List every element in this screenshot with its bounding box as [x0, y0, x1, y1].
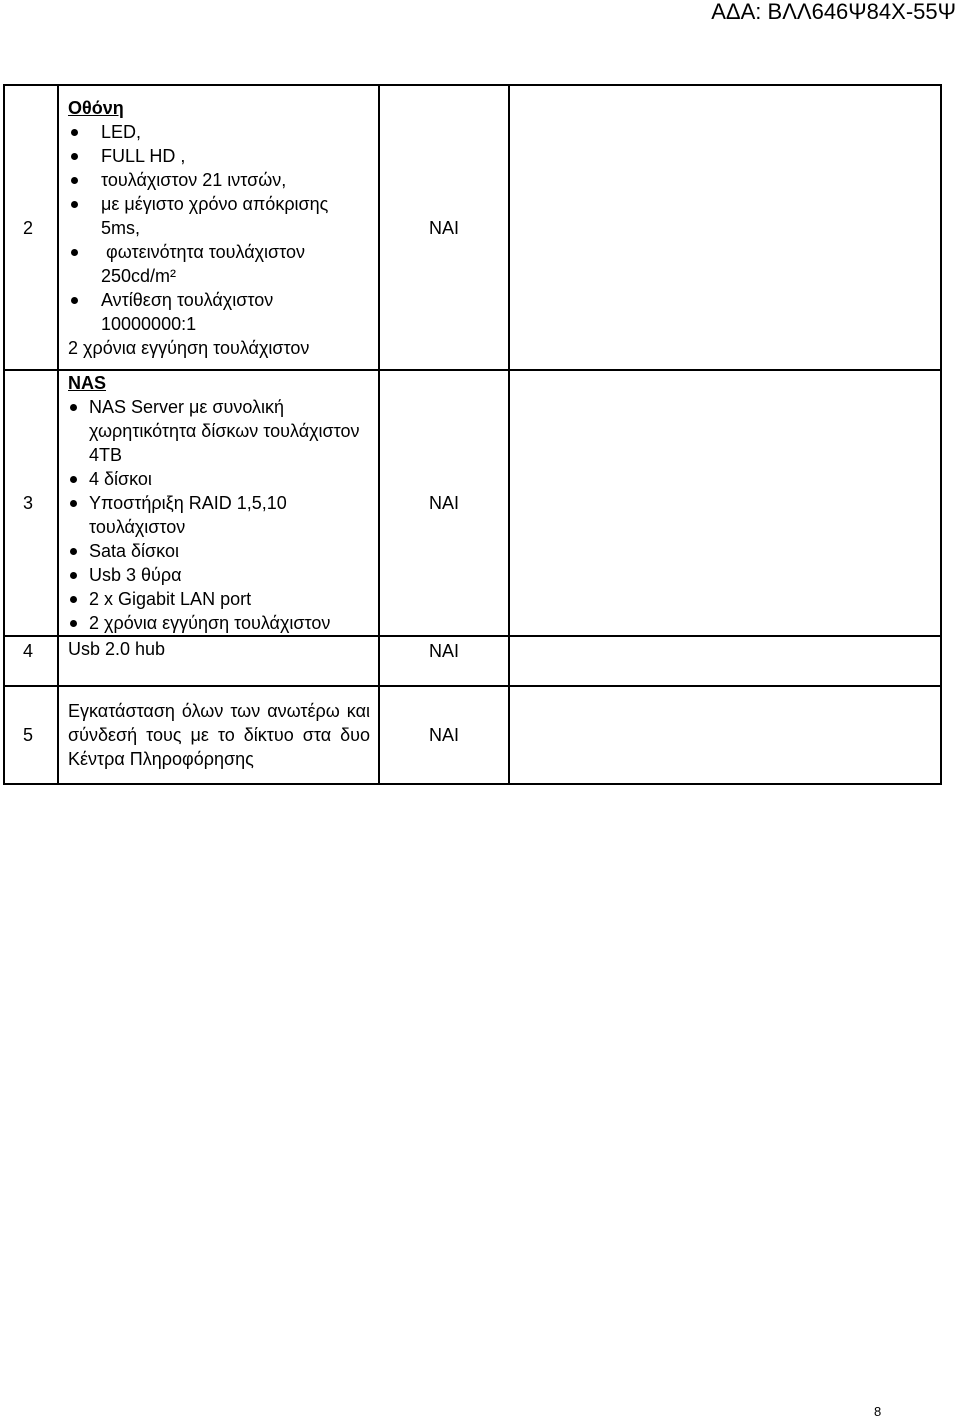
- table-row: [4, 85, 941, 370]
- list-item: NAS Server με συνολική χωρητικότητα δίσκων τουλάχιστον 4TB: [68, 395, 370, 467]
- reference-cell: [509, 85, 941, 370]
- list-item: Αντίθεση τουλάχιστον 10000000:1: [68, 288, 370, 336]
- list-item: Sata δίσκοι: [68, 539, 370, 563]
- list-item: Υποστήριξη RAID 1,5,10 τουλάχιστον: [68, 491, 370, 539]
- feature-list: [68, 395, 370, 635]
- list-item: 2 χρόνια εγγύηση τουλάχιστον: [68, 611, 370, 635]
- list-item: τουλάχιστον 21 ιντσών,: [68, 168, 370, 192]
- answer-cell: ΝΑΙ: [379, 370, 509, 636]
- reference-cell: [509, 686, 941, 784]
- row-number: 3: [4, 370, 58, 636]
- page-number: 8: [874, 1404, 882, 1419]
- specification-table: [3, 84, 942, 785]
- row-number: 4: [4, 636, 58, 686]
- list-item: LED,: [68, 120, 370, 144]
- answer-cell: ΝΑΙ: [379, 686, 509, 784]
- answer-cell: ΝΑΙ: [379, 85, 509, 370]
- list-item: FULL HD ,: [68, 144, 370, 168]
- table-row: [4, 636, 941, 686]
- row-description: [58, 85, 379, 370]
- answer-cell: ΝΑΙ: [379, 636, 509, 686]
- reference-cell: [509, 370, 941, 636]
- list-item: φωτεινότητα τουλάχιστον 250cd/m²: [68, 240, 370, 288]
- row-title: NAS: [68, 373, 107, 393]
- list-item: 2 x Gigabit LAN port: [68, 587, 370, 611]
- row-number: 2: [4, 85, 58, 370]
- table-row: [4, 686, 941, 784]
- list-item: Usb 3 θύρα: [68, 563, 370, 587]
- row-description: Usb 2.0 hub: [58, 636, 379, 686]
- list-item: με μέγιστο χρόνο απόκρισης 5ms,: [68, 192, 370, 240]
- row-description: [58, 370, 379, 636]
- row-number: 5: [4, 686, 58, 784]
- warranty-note: 2 χρόνια εγγύηση τουλάχιστον: [68, 337, 310, 358]
- row-title: Οθόνη: [68, 97, 124, 118]
- row-description: Εγκατάσταση όλων των ανωτέρω και σύνδεσή τους με το δίκτυο στα δυο Κέντρα Πληροφόρησης: [58, 686, 379, 784]
- table-row: [4, 370, 941, 636]
- list-item: 4 δίσκοι: [68, 467, 370, 491]
- ada-code-header: ΑΔΑ: ΒΛΛ646Ψ84Χ-55Ψ: [711, 0, 956, 24]
- reference-cell: [509, 636, 941, 686]
- feature-list: [68, 120, 370, 336]
